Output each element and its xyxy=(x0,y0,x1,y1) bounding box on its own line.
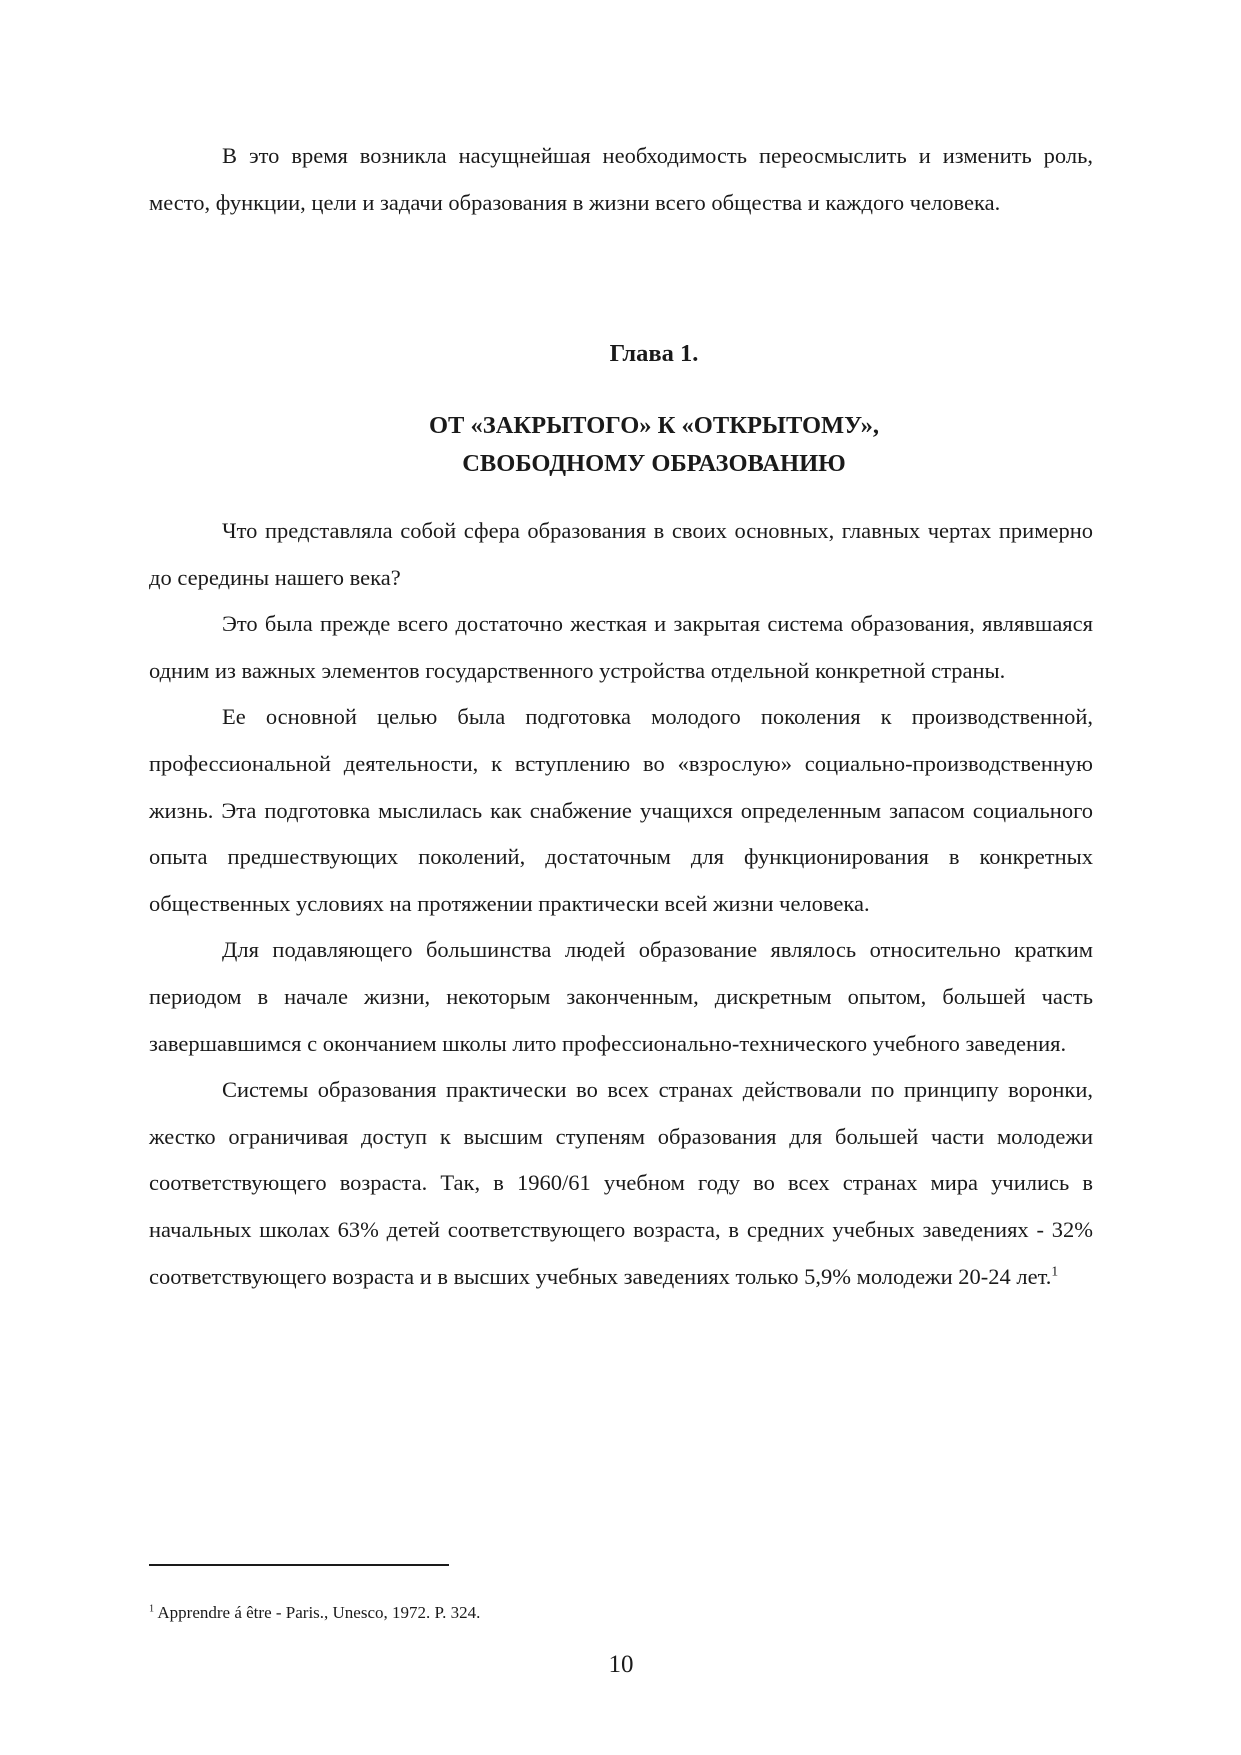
page-number: 10 xyxy=(608,1651,634,1678)
body-text xyxy=(149,508,1093,1300)
intro-paragraph: В это время возникла насущнейшая необходимость переосмыслить и изменить роль, место, функции, цели и задачи образования в жизни всего общества и каждого человека. xyxy=(149,143,1093,215)
chapter-title-line-1: ОТ «ЗАКРЫТОГО» К «ОТКРЫТОМУ», xyxy=(428,412,879,439)
footnote-separator xyxy=(149,1564,449,1566)
paragraph-5-text: Системы образования практически во всех странах действовали по принципу воронки, жестко ограничивая доступ к высшим ступеням образования для большей части молодежи соответствующего возраста. Так, в 1960/61 учебном году во всех странах мира учились в начальных школах 63% детей соответствующего возраста, в средних учебных заведениях - 32% соответствующего возраста и в высших учебных заведениях только 5,9% молодежи 20-24 лет. xyxy=(149,1077,1093,1289)
footnote-marker: 1 xyxy=(149,1603,155,1615)
paragraph-3: Ее основной целью была подготовка молодого поколения к производственной, профессиональной деятельности, к вступлению во «взрослую» социально-производственную жизнь. Эта подготовка мыслилась как снабжение учащихся определенным запасом социального опыта предшествующих поколений, достаточным для функционирования в конкретных общественных условиях на протяжении практически всей жизни человека. xyxy=(149,704,1093,916)
paragraph-1: Что представляла собой сфера образования в своих основных, главных чертах примерно до середины нашего века? xyxy=(149,518,1093,590)
chapter-title-line-2: СВОБОДНОМУ ОБРАЗОВАНИЮ xyxy=(462,450,846,477)
footnote-reference[interactable]: 1 xyxy=(1051,1263,1059,1278)
paragraph-4: Для подавляющего большинства людей образование являлось относительно кратким периодом в начале жизни, некоторым законченным, дискретным опытом, большей часть завершавшимся с окончанием школы лито профессионально-технического учебного заведения. xyxy=(149,937,1093,1056)
paragraph-2: Это была прежде всего достаточно жесткая и закрытая система образования, являвшаяся одним из важных элементов государственного устройства отдельной конкретной страны. xyxy=(149,611,1093,683)
intro-block xyxy=(149,133,1093,226)
paragraph-5 xyxy=(149,1067,1093,1300)
footnote xyxy=(149,1601,1093,1625)
chapter-title xyxy=(149,407,1159,483)
chapter-label: Глава 1. xyxy=(609,340,699,367)
footnote-text: Apprendre á être - Paris., Unesco, 1972. P. 324. xyxy=(157,1603,481,1622)
